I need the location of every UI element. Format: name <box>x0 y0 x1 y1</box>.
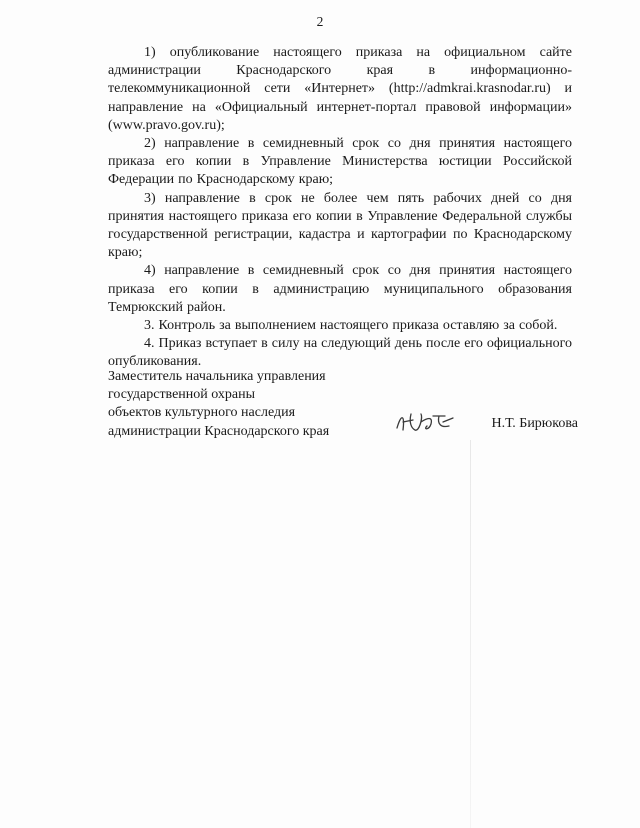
signatory-title-line: Заместитель начальника управления <box>108 369 326 384</box>
signatory-title-line: администрации Краснодарского края <box>108 423 330 439</box>
signatory-title-line: государственной охраны <box>108 387 256 403</box>
paragraph-item-1: 1) опубликование настоящего приказа на официальном сайте администрации Краснодарского края в информационно-телекоммуникационной сети «Интернет» (http://admkrai.krasnodar.ru) и направление на «Официальный интернет-портал правовой информации» (www.pravo.gov.ru); <box>108 45 572 133</box>
paragraph-effective-date: 4. Приказ вступает в силу на следующий день после его официального опубликования. <box>108 336 572 370</box>
page-number: 2 <box>316 14 324 29</box>
paragraph-item-2: 2) направление в семидневный срок со дня принятия настоящего приказа его копии в Управление Министерства юстиции Российской Федерации по Краснодарскому краю; <box>108 136 572 188</box>
signature-block <box>108 368 578 448</box>
paragraph-control: 3. Контроль за выполнением настоящего приказа оставляю за собой. <box>144 318 558 334</box>
handwritten-signature <box>393 408 457 436</box>
document-body <box>108 44 572 372</box>
signatory-title-line: объектов культурного наследия <box>108 405 296 421</box>
signature-stroke <box>397 414 453 430</box>
paragraph-item-4: 4) направление в семидневный срок со дня принятия настоящего приказа его копии в администрацию муниципального образования Темрюкский район. <box>108 263 572 315</box>
scan-artifact-line <box>470 440 471 828</box>
signatory-name: Н.Т. Бирюкова <box>491 416 578 431</box>
paragraph-item-3: 3) направление в срок не более чем пять рабочих дней со дня принятия настоящего приказа его копии в Управление Федеральной службы государственной регистрации, кадастра и картографии по Краснодарскому краю; <box>108 190 572 261</box>
